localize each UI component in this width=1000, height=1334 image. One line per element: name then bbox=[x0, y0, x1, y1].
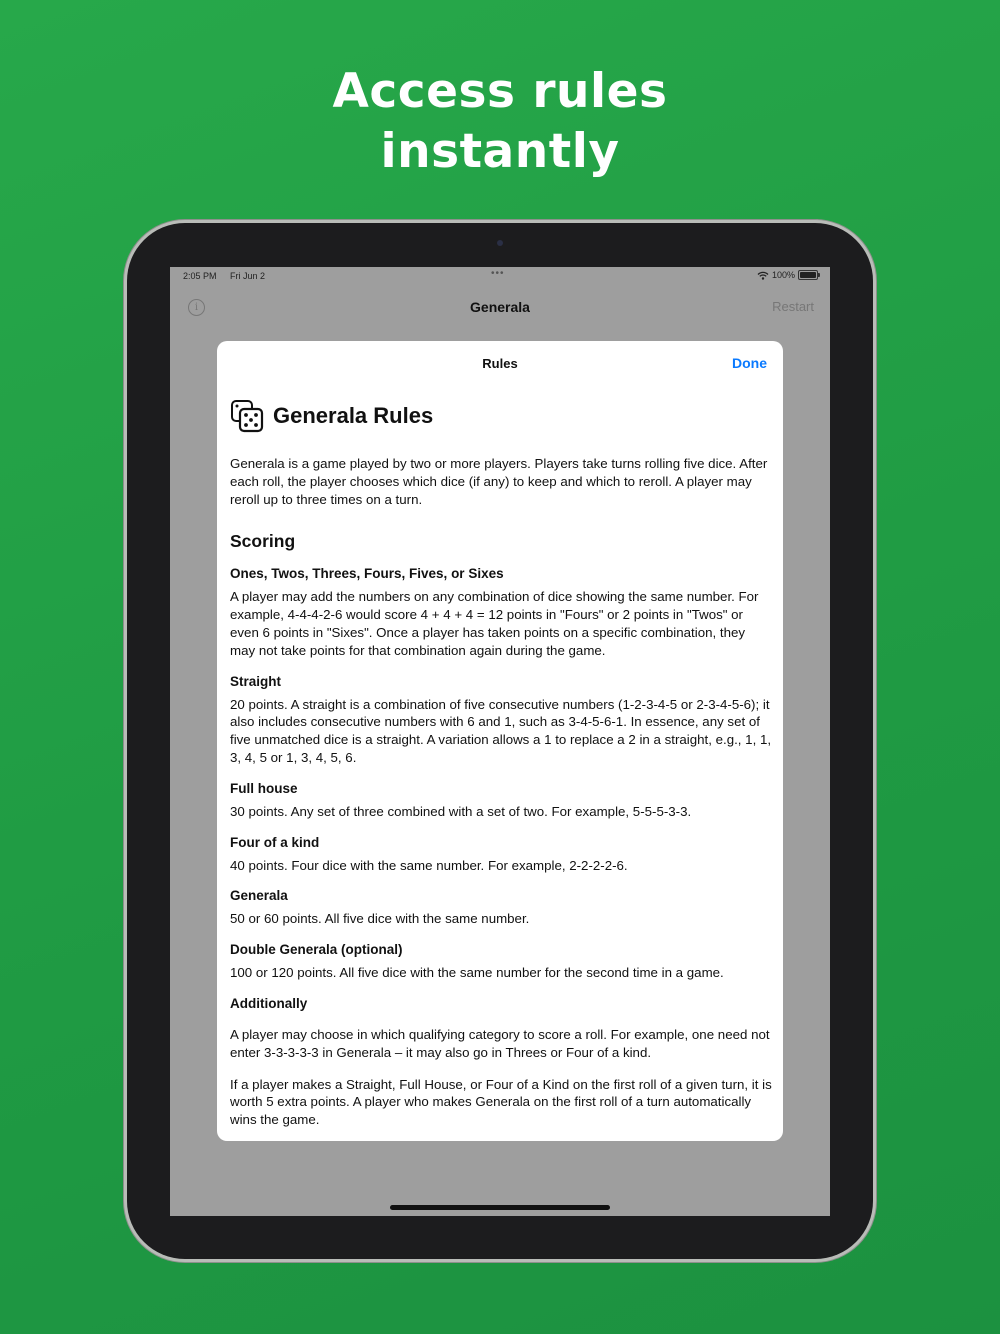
rules-intro: Generala is a game played by two or more players. Players take turns rolling five dice. After each roll, the player chooses which dice (if any) to keep and which to reroll. A player may reroll up to three times on a turn. bbox=[230, 456, 768, 507]
section-text: 100 or 120 points. All five dice with the same number for the second time in a game. bbox=[230, 965, 724, 981]
additionally-text-1: A player may choose in which qualifying category to score a roll. For example, one need not enter 3-3-3-3-3 in Generala – it may also go in Threes or Four of a kind. bbox=[230, 1026, 770, 1060]
info-circle-icon[interactable]: i bbox=[188, 299, 205, 316]
done-button[interactable]: Done bbox=[732, 355, 767, 371]
restart-button[interactable]: Restart bbox=[772, 299, 814, 314]
status-right bbox=[757, 270, 818, 280]
wifi-icon bbox=[757, 271, 769, 280]
rules-sheet bbox=[217, 341, 783, 1141]
multitasking-dots-icon[interactable]: ••• bbox=[491, 268, 505, 279]
sheet-title: Rules bbox=[482, 356, 518, 371]
section-text: 20 points. A straight is a combination of five consecutive numbers (1-2-3-4-5 or 2-3-4-5-6); it also includes consecutive numbers with 6 and 1, such as 3-4-5-6-1. In essence, any set of five unmatched dice is a straight. A variation allows a 1 to replace a 2 in a straight, e.g., 1, 1, 3, 4, 5 or 1, 3, 4, 5, 6. bbox=[230, 696, 772, 765]
status-bar bbox=[170, 267, 830, 287]
battery-icon bbox=[798, 270, 818, 280]
section-heading: Generala bbox=[230, 888, 288, 904]
headline-line-2: instantly bbox=[380, 124, 620, 179]
rules-title-row bbox=[230, 397, 772, 435]
section-heading: Four of a kind bbox=[230, 834, 320, 850]
headline bbox=[0, 62, 1000, 182]
status-date: Fri Jun 2 bbox=[230, 271, 266, 281]
rules-title: Generala Rules bbox=[273, 403, 434, 428]
nav-title: Generala bbox=[470, 299, 530, 315]
section-heading: Full house bbox=[230, 780, 298, 796]
additionally-text-2: If a player makes a Straight, Full House, or Four of a Kind on the first roll of a given turn, it is worth 5 extra points. A player who makes Generala on the first roll of a turn automatically wins the game. bbox=[230, 1076, 772, 1128]
nav-bar bbox=[170, 292, 830, 322]
section-heading: Ones, Twos, Threes, Fours, Fives, or Sixes bbox=[230, 566, 504, 582]
camera bbox=[497, 240, 503, 246]
home-indicator[interactable] bbox=[390, 1205, 610, 1210]
sheet-header bbox=[217, 341, 783, 385]
battery-percent: 100% bbox=[771, 270, 795, 280]
section-text: 50 or 60 points. All five dice with the same number. bbox=[230, 911, 530, 927]
section-text: A player may add the numbers on any combination of dice showing the same number. For example, 4-4-4-2-6 would score 4 + 4 + 4 = 12 points in "Fours" or 2 points in "Twos" or even 6 points in "Sixes". Once a player has taken points on a specific combination, they may not take points for that combination again during the game. bbox=[230, 589, 759, 658]
scoring-heading: Scoring bbox=[230, 531, 296, 552]
additionally-heading: Additionally bbox=[230, 995, 308, 1011]
status-time: 2:05 PM bbox=[183, 271, 217, 281]
dice-icon bbox=[230, 399, 264, 433]
rules-content[interactable] bbox=[230, 397, 772, 1129]
section-heading: Double Generala (optional) bbox=[230, 942, 403, 958]
section-text: 30 points. Any set of three combined with a set of two. For example, 5-5-5-3-3. bbox=[230, 803, 692, 819]
headline-line-1: Access rules bbox=[332, 64, 668, 119]
section-heading: Straight bbox=[230, 673, 282, 689]
section-text: 40 points. Four dice with the same number. For example, 2-2-2-2-6. bbox=[230, 857, 628, 873]
